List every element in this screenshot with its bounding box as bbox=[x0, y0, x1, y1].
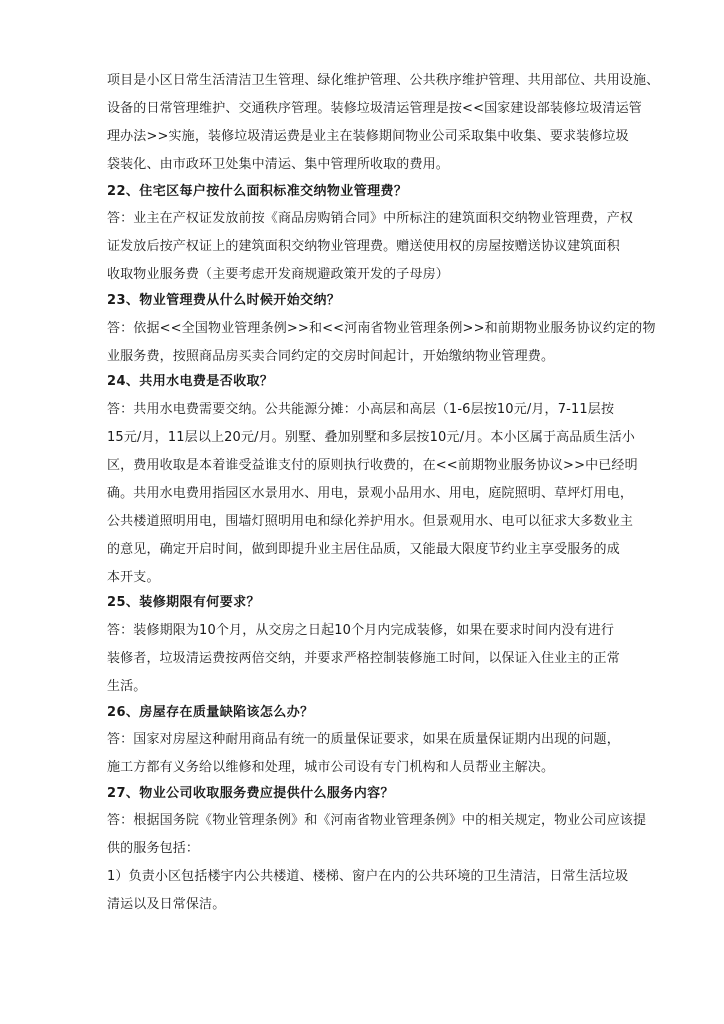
question-heading-22: 22、住宅区每户按什么面积标准交纳物业管理费？ bbox=[107, 184, 408, 199]
answer-line: 施工方都有义务给以维修和处理，城市公司设有专门机构和人员帮业主解决。 bbox=[107, 760, 555, 775]
question-heading-25: 25、装修期限有何要求？ bbox=[107, 595, 260, 610]
paragraph-line: 理办法>>实施，装修垃圾清运费是业主在装修期间物业公司采取集中收集、要求装修垃圾 bbox=[107, 129, 629, 144]
answer-line: 本开支。 bbox=[107, 570, 160, 585]
answer-line: 答：装修期限为10个月，从交房之日起10个月内完成装修，如果在要求时间内没有进行 bbox=[107, 623, 615, 638]
paragraph-line: 设备的日常管理维护、交通秩序管理。装修垃圾清运管理是按<<国家建设部装修垃圾清运管 bbox=[107, 101, 642, 116]
question-heading-27: 27、物业公司收取服务费应提供什么服务内容？ bbox=[107, 786, 394, 801]
paragraph-line: 项目是小区日常生活清洁卫生管理、绿化维护管理、公共秩序维护管理、共用部位、共用设施、 bbox=[107, 73, 660, 88]
paragraph-line: 袋装化、由市政环卫处集中清运、集中管理所收取的费用。 bbox=[107, 157, 449, 172]
answer-line: 证发放后按产权证上的建筑面积交纳物业管理费。赠送使用权的房屋按赠送协议建筑面积 bbox=[107, 239, 620, 254]
answer-line: 答：业主在产权证发放前按《商品房购销合同》中所标注的建筑面积交纳物业管理费，产权 bbox=[107, 211, 634, 226]
answer-line: 15元/月，11层以上20元/月。别墅、叠加别墅和多层按10元/月。本小区属于高品质生活小 bbox=[107, 430, 636, 445]
answer-line: 收取物业服务费（主要考虑开发商规避政策开发的子母房） bbox=[107, 267, 449, 282]
answer-line: 装修者，垃圾清运费按两倍交纳，并要求严格控制装修施工时间，以保证入住业主的正常 bbox=[107, 651, 620, 666]
answer-line: 供的服务包括： bbox=[107, 841, 200, 856]
answer-line: 确。共用水电费用指园区水景用水、用电，景观小品用水、用电，庭院照明、草坪灯用电， bbox=[107, 486, 634, 501]
list-item-line: 清运以及日常保洁。 bbox=[107, 897, 226, 912]
answer-line: 答：根据国务院《物业管理条例》和《河南省物业管理条例》中的相关规定，物业公司应该提 bbox=[107, 813, 647, 828]
answer-line: 的意见，确定开启时间，做到即提升业主居住品质，又能最大限度节约业主享受服务的成 bbox=[107, 542, 620, 557]
question-heading-26: 26、房屋存在质量缺陷该怎么办？ bbox=[107, 705, 314, 720]
answer-line: 答：共用水电费需要交纳。公共能源分摊：小高层和高层（1-6层按10元/月，7-11层按 bbox=[107, 402, 615, 417]
answer-line: 答：依据<<全国物业管理条例>>和<<河南省物业管理条例>>和前期物业服务协议约定的物 bbox=[107, 321, 656, 336]
question-heading-23: 23、物业管理费从什么时候开始交纳？ bbox=[107, 293, 341, 308]
answer-line: 答：国家对房屋这种耐用商品有统一的质量保证要求，如果在质量保证期内出现的问题， bbox=[107, 732, 620, 747]
question-heading-24: 24、共用水电费是否收取？ bbox=[107, 374, 274, 389]
answer-line: 区，费用收取是本着谁受益谁支付的原则执行收费的，在<<前期物业服务协议>>中已经明 bbox=[107, 458, 638, 473]
answer-line: 业服务费，按照商品房买卖合同约定的交房时间起计，开始缴纳物业管理费。 bbox=[107, 349, 555, 364]
answer-line: 公共楼道照明用电，围墙灯照明用电和绿化养护用水。但景观用水、电可以征求大多数业主 bbox=[107, 514, 634, 529]
list-item-line: 1）负责小区包括楼宇内公共楼道、楼梯、窗户在内的公共环境的卫生清洁，日常生活垃圾 bbox=[107, 869, 629, 884]
answer-line: 生活。 bbox=[107, 679, 147, 694]
